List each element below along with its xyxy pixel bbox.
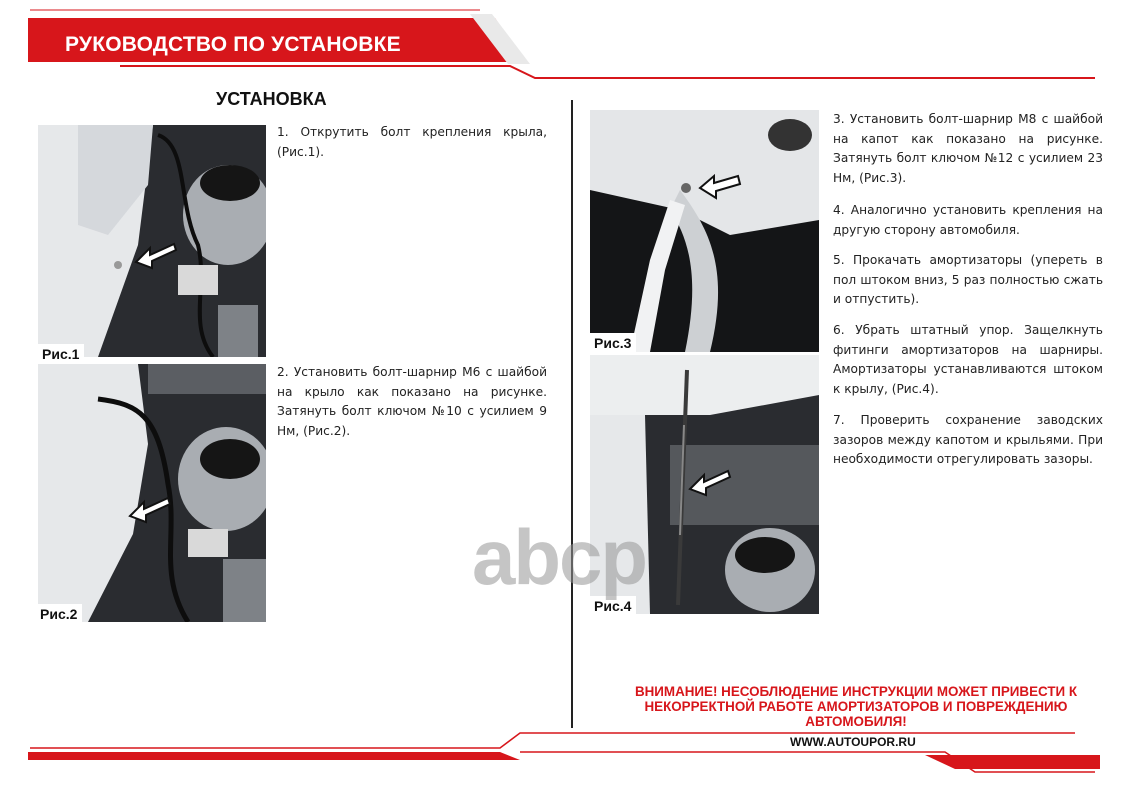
arrow-pointer-icon: [134, 240, 178, 270]
arrow-pointer-icon: [698, 170, 742, 200]
figure-2-label: Рис.2: [36, 604, 82, 624]
document-title: РУКОВОДСТВО ПО УСТАНОВКЕ: [65, 33, 401, 56]
step-7-text: 7. Проверить сохранение заводских зазоров между капотом и крыльями. При необходимости отрегулировать зазоры.: [833, 413, 1103, 466]
arrow-pointer-icon: [128, 494, 172, 524]
step-3-text: 3. Установить болт-шарнир М8 с шайбой на капот как показано на рисунке. Затянуть болт ключом №12 с усилием 23 Нм, (Рис.3).: [833, 112, 1103, 185]
figure-1-photo: [38, 125, 266, 357]
warning-line-2: НЕКОРРЕКТНОЙ РАБОТЕ АМОРТИЗАТОРОВ И ПОВРЕЖДЕНИЮ: [644, 699, 1068, 714]
step-5-text: 5. Прокачать амортизаторы (упереть в пол штоком вниз, 5 раз полностью сжать и отпустить).: [833, 253, 1103, 306]
warning-notice: [616, 684, 1096, 729]
footer-banner: [0, 725, 1132, 785]
figure-4-label: Рис.4: [590, 596, 636, 616]
step-2-text: 2. Установить болт-шарнир М6 с шайбой на крыло как показано на рисунке. Затянуть болт ключом №10 с усилием 9 Нм, (Рис.2).: [277, 365, 547, 438]
warning-line-1: ВНИМАНИЕ! НЕСОБЛЮДЕНИЕ ИНСТРУКЦИИ МОЖЕТ ПРИВЕСТИ К: [634, 684, 1078, 699]
figure-2-photo: [38, 364, 266, 622]
step-6-text: 6. Убрать штатный упор. Защелкнуть фитинги амортизаторов на шарниры. Амортизаторы устанавливаются штоком к крылу, (Рис.4).: [833, 323, 1103, 396]
column-divider: [571, 100, 573, 728]
figure-3-photo: [590, 110, 819, 352]
watermark-logo: abcp: [472, 513, 647, 601]
figure-3-label: Рис.3: [590, 333, 636, 353]
arrow-pointer-icon: [688, 467, 732, 497]
website-link[interactable]: WWW.AUTOUPOR.RU: [790, 735, 916, 749]
figure-1-label: Рис.1: [38, 344, 84, 364]
warning-line-3: АВТОМОБИЛЯ!: [805, 714, 907, 729]
section-title: УСТАНОВКА: [216, 89, 327, 109]
step-1-text: 1. Открутить болт крепления крыла, (Рис.1).: [277, 125, 547, 159]
step-4-text: 4. Аналогично установить крепления на другую сторону автомобиля.: [833, 203, 1103, 237]
